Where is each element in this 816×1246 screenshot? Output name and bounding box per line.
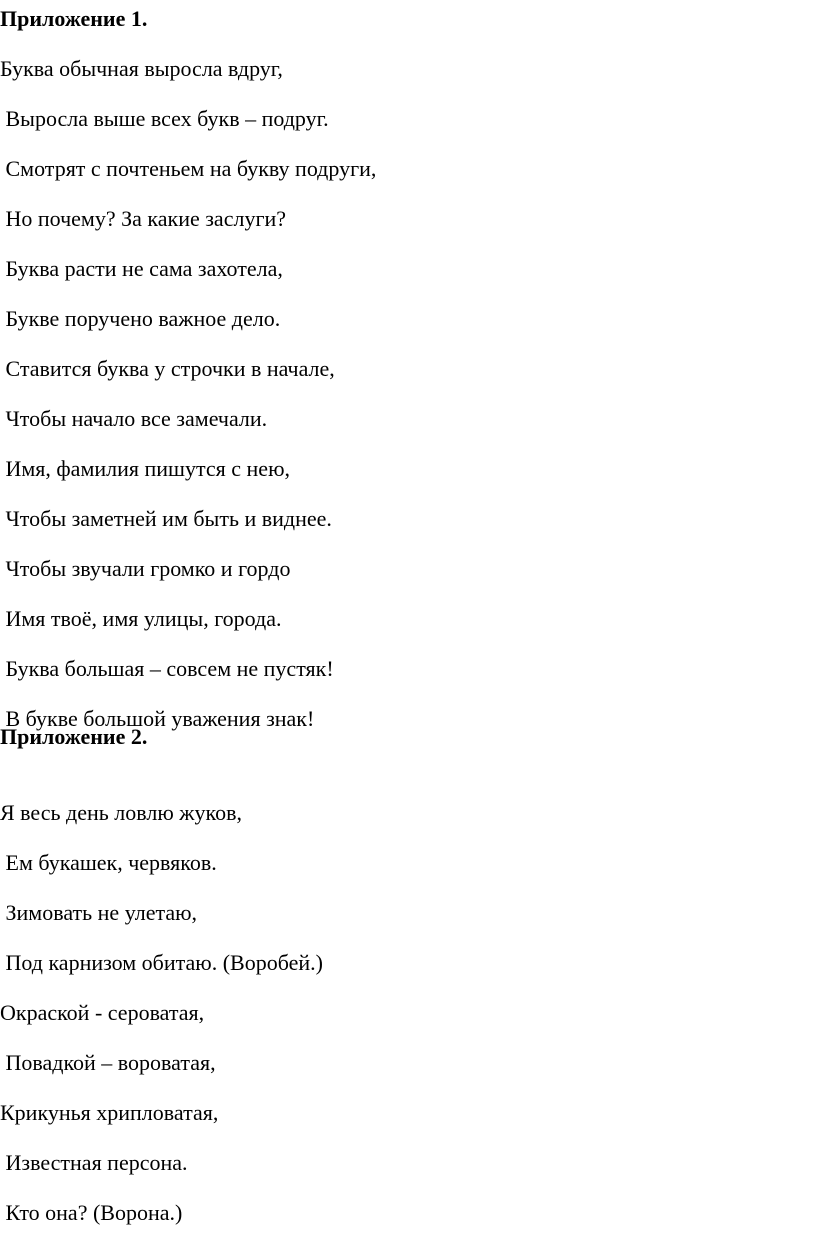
- poem-line: В букве большой уважения знак!: [0, 706, 315, 731]
- poem-line: Буква большая – совсем не пустяк!: [0, 656, 334, 681]
- riddle-line: Под карнизом обитаю. (Воробей.): [0, 950, 323, 975]
- poem-line: Но почему? За какие заслуги?: [0, 206, 286, 231]
- riddle-line: Известная персона.: [0, 1150, 188, 1175]
- riddle-line: Я весь день ловлю жуков,: [0, 800, 242, 825]
- poem-line: Выросла выше всех букв – подруг.: [0, 106, 329, 131]
- riddle-line: Крикунья хрипловатая,: [0, 1100, 219, 1125]
- poem-line: Ставится буква у строчки в начале,: [0, 356, 335, 381]
- poem-line: Буква обычная выросла вдруг,: [0, 56, 283, 81]
- poem-line: Имя, фамилия пишутся с нею,: [0, 456, 291, 481]
- poem-line: Имя твоё, имя улицы, города.: [0, 606, 282, 631]
- section-heading-1: Приложение 1.: [0, 6, 148, 31]
- poem-line: Чтобы заметней им быть и виднее.: [0, 506, 332, 531]
- poem-line: Смотрят с почтеньем на букву подруги,: [0, 156, 377, 181]
- poem-line: Букве поручено важное дело.: [0, 306, 281, 331]
- poem-line: Чтобы начало все замечали.: [0, 406, 268, 431]
- riddle-line: Окраской - сероватая,: [0, 1000, 205, 1025]
- riddle-line: Зимовать не улетаю,: [0, 900, 198, 925]
- poem-line: Буква расти не сама захотела,: [0, 256, 283, 281]
- poem-line: Чтобы звучали громко и гордо: [0, 556, 291, 581]
- section-heading-2: Приложение 2.: [0, 724, 148, 749]
- riddle-line: Кто она? (Ворона.): [0, 1200, 183, 1225]
- riddle-line: Ем букашек, червяков.: [0, 850, 217, 875]
- riddle-line: Повадкой – вороватая,: [0, 1050, 216, 1075]
